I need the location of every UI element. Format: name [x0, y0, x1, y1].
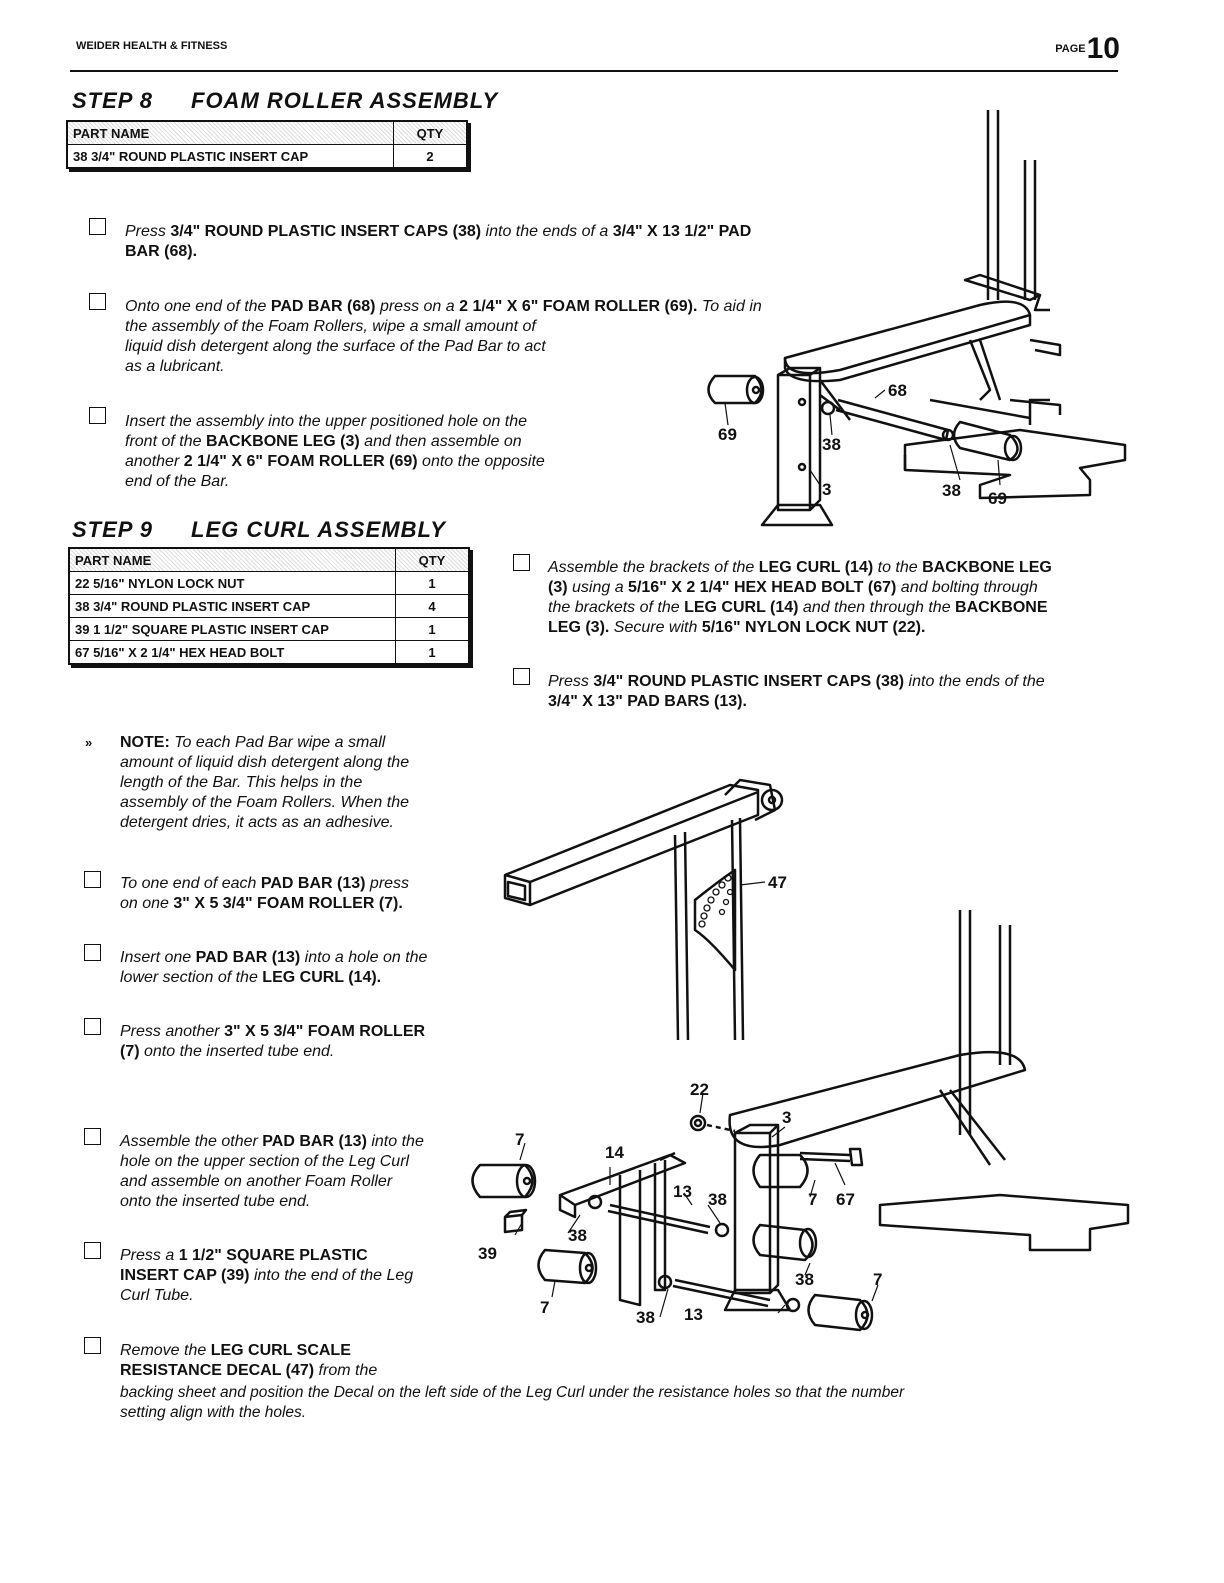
table-row: 39 1 1/2" SQUARE PLASTIC INSERT CAP 1	[69, 618, 469, 641]
step8-heading: STEP 8 FOAM ROLLER ASSEMBLY	[72, 88, 499, 113]
note-text: NOTE: To each Pad Bar wipe a small amount of liquid dish detergent along the length of the Bar. This helps in the assembly of the Foam Rollers. When the detergent dries, it acts as an adhesive.	[120, 734, 410, 831]
step9-instruction-6-b: backing sheet and position the Decal on the left side of the Leg Curl under the resistance holes so that the number setting align with the holes.	[120, 1384, 905, 1421]
step9-instruction-6-a: Remove the LEG CURL SCALE RESISTANCE DECAL (47) from the	[120, 1342, 378, 1379]
step9-instruction-4: Assemble the other PAD BAR (13) into the hole on the upper section of the Leg Curl and assemble on another Foam Roller onto the inserted tube end.	[120, 1133, 424, 1210]
label-38: 38	[568, 1226, 587, 1245]
step9-checkbox-6[interactable]	[84, 1337, 101, 1354]
label-38: 38	[822, 435, 841, 454]
label-38: 38	[942, 481, 961, 500]
col-qty: QTY	[396, 548, 470, 572]
step9-parts-table	[68, 547, 470, 665]
step9-heading: STEP 9 LEG CURL ASSEMBLY	[72, 517, 446, 542]
table-row: 38 3/4" ROUND PLASTIC INSERT CAP 2	[67, 145, 467, 169]
label-69: 69	[718, 425, 737, 444]
label-38: 38	[795, 1270, 814, 1289]
label-3: 3	[782, 1108, 792, 1127]
header-rule	[70, 70, 1118, 72]
label-68: 68	[888, 381, 907, 400]
step9-instruction-2: Insert one PAD BAR (13) into a hole on the lower section of the LEG CURL (14).	[120, 949, 428, 986]
step8-instruction-3: Insert the assembly into the upper positioned hole on the front of the BACKBONE LEG (3) and then assemble on another 2 1/4" X 6" FOAM ROLLER (69) onto the opposite end of the Bar.	[125, 413, 545, 490]
table-row: 67 5/16" X 2 1/4" HEX HEAD BOLT 1	[69, 641, 469, 665]
step9-checkbox-caps[interactable]	[513, 668, 530, 685]
step9-instruction-caps: Press 3/4" ROUND PLASTIC INSERT CAPS (38) into the ends of the 3/4" X 13" PAD BARS (13).	[548, 673, 1045, 710]
label-13: 13	[684, 1305, 703, 1324]
label-67: 67	[836, 1190, 855, 1209]
brand-header: WEIDER HEALTH & FITNESS	[76, 40, 228, 52]
table-row: 22 5/16" NYLON LOCK NUT 1	[69, 572, 469, 595]
label-7: 7	[540, 1298, 550, 1317]
step8-checkbox-1[interactable]	[89, 218, 106, 235]
label-39: 39	[478, 1244, 497, 1263]
label-69: 69	[988, 489, 1007, 508]
step9-checkbox-2[interactable]	[84, 944, 101, 961]
label-13: 13	[673, 1182, 692, 1201]
label-14: 14	[605, 1143, 624, 1162]
step9-checkbox-3[interactable]	[84, 1018, 101, 1035]
label-7: 7	[808, 1190, 818, 1209]
label-7: 7	[515, 1130, 525, 1149]
label-3: 3	[822, 480, 832, 499]
step9-instruction-5: Press a 1 1/2" SQUARE PLASTIC INSERT CAP (39) into the end of the Leg Curl Tube.	[120, 1247, 414, 1304]
table-row: 38 3/4" ROUND PLASTIC INSERT CAP 4	[69, 595, 469, 618]
step8-instruction-2: Onto one end of the PAD BAR (68) press on a 2 1/4" X 6" FOAM ROLLER (69). To aid in the assembly of the Foam Rollers, wipe a small amount of liquid dish detergent along the surface of the Pad Bar to act as a lubricant.	[125, 298, 762, 375]
col-qty: QTY	[394, 121, 468, 145]
step8-checkbox-3[interactable]	[89, 407, 106, 424]
step8-parts-table	[66, 120, 468, 169]
label-7: 7	[873, 1270, 883, 1289]
step9-instruction-bracket: Assemble the brackets of the LEG CURL (14) to the BACKBONE LEG (3) using a 5/16" X 2 1/4" HEX HEAD BOLT (67) and bolting through the brackets of the LEG CURL (14) and then through the BACKBONE LEG (3). Secure with 5/16" NYLON LOCK NUT (22).	[548, 559, 1052, 636]
step8-checkbox-2[interactable]	[89, 293, 106, 310]
foam-roller-assembly-figure	[680, 100, 1140, 530]
step9-instruction-3: Press another 3" X 5 3/4" FOAM ROLLER (7) onto the inserted tube end.	[120, 1023, 426, 1060]
label-38: 38	[636, 1308, 655, 1327]
step9-checkbox-5[interactable]	[84, 1242, 101, 1259]
step9-checkbox-4[interactable]	[84, 1128, 101, 1145]
col-part-name: PART NAME	[69, 548, 396, 572]
col-part-name: PART NAME	[67, 121, 394, 145]
label-38: 38	[708, 1190, 727, 1209]
note-bullet: »	[85, 735, 93, 750]
label-22: 22	[690, 1080, 709, 1099]
step8-instruction-1: Press 3/4" ROUND PLASTIC INSERT CAPS (38) into the ends of a 3/4" X 13 1/2" PAD BAR (68).	[125, 223, 752, 260]
label-47: 47	[768, 873, 787, 892]
page-number: PAGE10	[1055, 32, 1120, 65]
step9-checkbox-bracket[interactable]	[513, 554, 530, 571]
step9-instruction-1: To one end of each PAD BAR (13) press on one 3" X 5 3/4" FOAM ROLLER (7).	[120, 875, 410, 912]
step9-checkbox-1[interactable]	[84, 871, 101, 888]
leg-curl-assembly-figure	[460, 905, 1140, 1345]
